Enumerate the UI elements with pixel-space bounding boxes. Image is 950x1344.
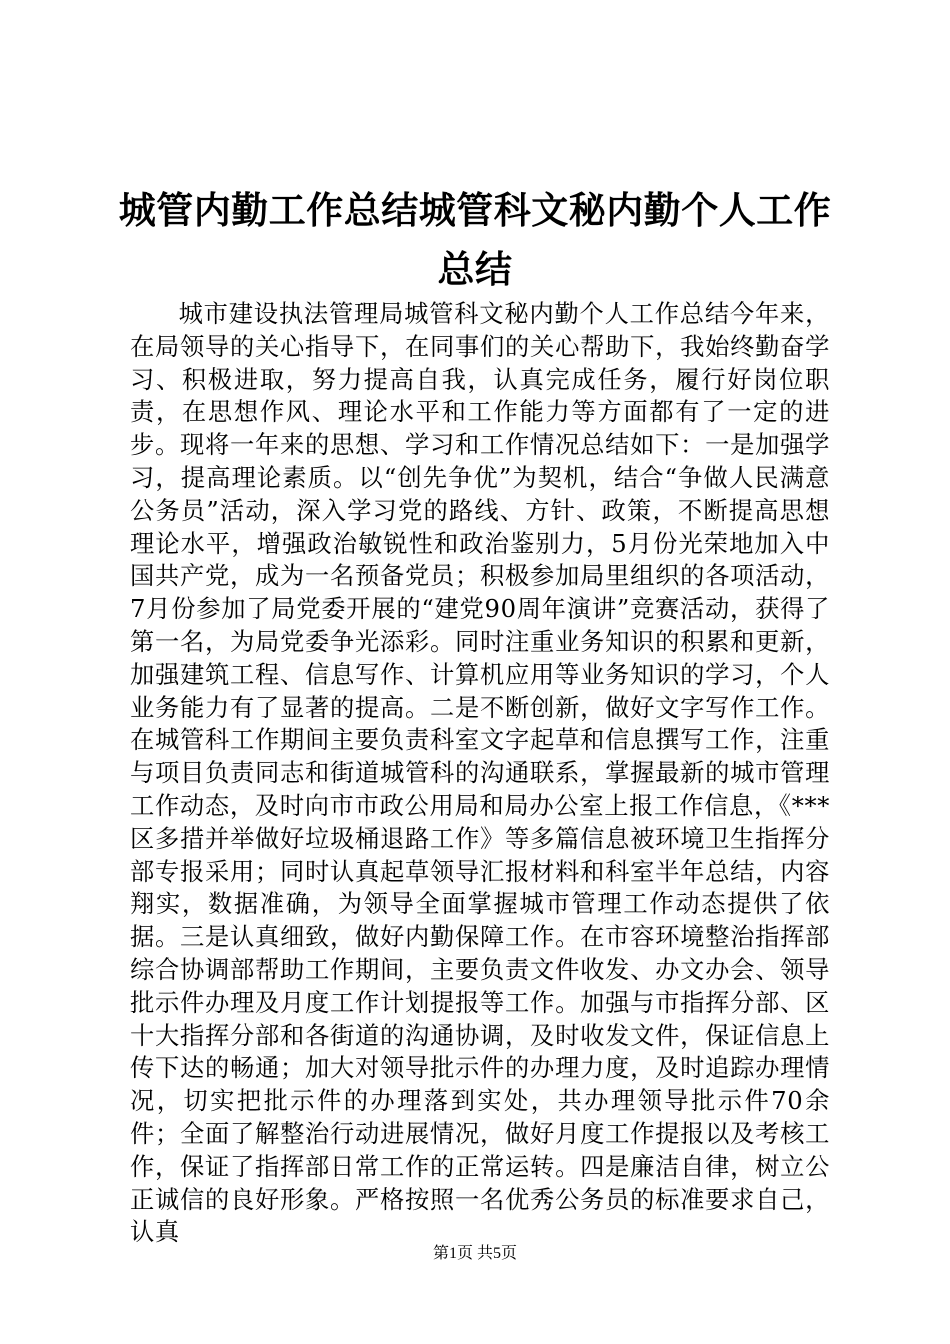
document-body-paragraph: 城市建设执法管理局城管科文秘内勤个人工作总结今年来，在局领导的关心指导下，在同事们的关心帮助下，我始终勤奋学习、积极进取，努力提高自我，认真完成任务，履行好岗位职责，在思想作风、理论水平和工作能力等方面都有了一定的进步。现将一年来的思想、学习和工作情况总结如下：一是加强学习，提高理论素质。以“创先争优”为契机，结合“争做人民满意公务员”活动，深入学习党的路线、方针、政策，不断提高思想理论水平，增强政治敏锐性和政治鉴别力，5月份光荣地加入中国共产党，成为一名预备党员；积极参加局里组织的各项活动，7月份参加了局党委开展的“建党90周年演讲”竞赛活动，获得了第一名，为局党委争光添彩。同时注重业务知识的积累和更新，加强建筑工程、信息写作、计算机应用等业务知识的学习，个人业务能力有了显著的提高。二是不断创新，做好文字写作工作。在城管科工作期间主要负责科室文字起草和信息撰写工作，注重与项目负责同志和街道城管科的沟通联系，掌握最新的城市管理工作动态，及时向市市政公用局和局办公室上报工作信息，《***区多措并举做好垃圾桶退路工作》等多篇信息被环境卫生指挥分部专报采用；同时认真起草领导汇报材料和科室半年总结，内容翔实，数据准确，为领导全面掌握城市管理工作动态提供了依据。三是认真细致，做好内勤保障工作。在市容环境整治指挥部综合协调部帮助工作期间，主要负责文件收发、办文办会、领导批示件办理及月度工作计划提报等工作。加强与市指挥分部、区十大指挥分部和各街道的沟通协调，及时收发文件，保证信息上传下达的畅通；加大对领导批示件的办理力度，及时追踪办理情况，切实把批示件的办理落到实处，共办理领导批示件70余件；全面了解整治行动进展情况，做好月度工作提报以及考核工作，保证了指挥部日常工作的正常运转。四是廉洁自律，树立公正诚信的良好形象。严格按照一名优秀公务员的标准要求自己，认真 [130,299,830,1247]
page-number-footer: 第1页 共5页 [432,1245,517,1262]
document-title: 城管内勤工作总结城管科文秘内勤个人工作总结 [118,187,832,291]
